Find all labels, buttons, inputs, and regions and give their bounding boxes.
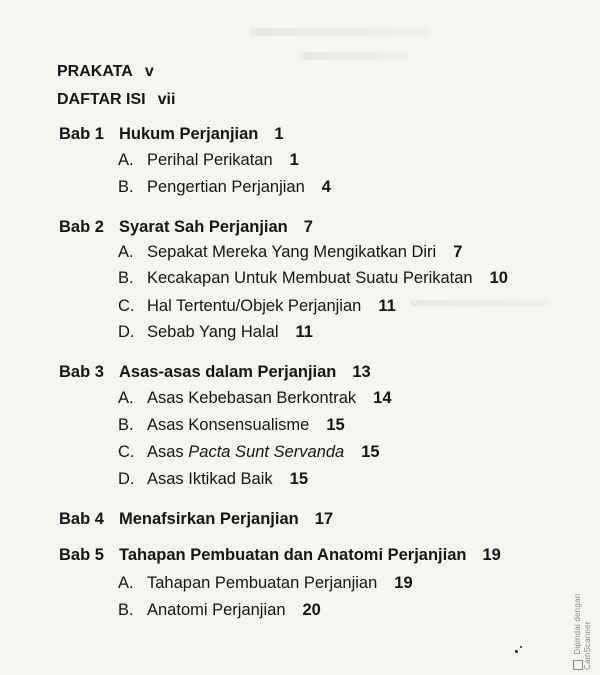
section-page: 15 (361, 443, 380, 461)
section-letter: D. (118, 470, 135, 488)
section-page: 20 (302, 601, 321, 619)
scan-speck (520, 646, 522, 648)
chapter-title: Hukum Perjanjian (119, 125, 259, 143)
chapter-number: Bab 2 (59, 218, 104, 236)
section-title: Asas Iktikad Baik (147, 470, 273, 488)
section-letter: B. (118, 601, 134, 619)
toc-entry-daftar-isi (57, 91, 175, 109)
chapter-5 (59, 546, 501, 565)
section-title: Sepakat Mereka Yang Mengikatkan Diri (147, 243, 437, 261)
section-page: 19 (394, 574, 413, 592)
section-title: Pengertian Perjanjian (147, 178, 305, 196)
chapter-title: Menafsirkan Perjanjian (119, 510, 299, 528)
section-letter: A. (118, 151, 134, 169)
section-letter: B. (118, 269, 134, 287)
section-page: 15 (289, 470, 308, 488)
entry-title: DAFTAR ISI (57, 91, 146, 108)
section-title: Asas Kebebasan Berkontrak (147, 389, 357, 407)
entry-page: vii (157, 91, 176, 108)
watermark-text: Dipindai dengan CamScanner (573, 593, 592, 670)
section-2b (118, 269, 508, 288)
section-title: Perihal Perikatan (147, 151, 273, 169)
section-page: 7 (453, 243, 463, 261)
chapter-page: 17 (314, 510, 334, 528)
section-2a (118, 243, 462, 262)
section-5a (118, 574, 413, 593)
scan-shadow (410, 300, 550, 306)
section-title: Asas Konsensualisme (147, 416, 310, 434)
section-page: 11 (378, 297, 396, 315)
scan-speck (515, 650, 518, 653)
section-title-italic: Pacta Sunt Servanda (188, 443, 345, 461)
camscanner-logo-icon (573, 660, 583, 670)
chapter-title: Syarat Sah Perjanjian (119, 218, 288, 236)
section-letter: A. (118, 243, 134, 261)
section-title-prefix: Asas (147, 443, 184, 461)
section-letter: C. (118, 297, 135, 315)
chapter-3 (59, 363, 371, 382)
chapter-2 (59, 218, 313, 237)
section-3d (118, 470, 308, 489)
section-3b (118, 416, 345, 435)
chapter-number: Bab 1 (59, 125, 104, 143)
chapter-1 (59, 125, 284, 144)
entry-page: v (144, 63, 154, 80)
section-3a (118, 389, 392, 408)
chapter-title: Tahapan Pembuatan dan Anatomi Perjanjian (119, 546, 467, 564)
section-letter: C. (118, 443, 135, 461)
section-page: 4 (321, 178, 331, 196)
section-title: Sebab Yang Halal (147, 323, 279, 341)
camscanner-watermark (573, 550, 597, 670)
scan-shadow (250, 28, 430, 36)
scan-shadow (300, 52, 410, 60)
chapter-page: 19 (482, 546, 501, 564)
section-2d (118, 323, 313, 342)
section-page: 14 (373, 389, 392, 407)
chapter-page: 13 (352, 363, 371, 381)
section-letter: B. (118, 178, 134, 196)
chapter-number: Bab 5 (59, 546, 104, 564)
section-title: Kecakapan Untuk Membuat Suatu Perikatan (147, 269, 473, 287)
section-page: 11 (295, 323, 313, 341)
chapter-title: Asas-asas dalam Perjanjian (119, 363, 337, 381)
chapter-page: 1 (274, 125, 284, 143)
section-1b (118, 178, 331, 197)
section-page: 15 (326, 416, 345, 434)
entry-title: PRAKATA (57, 63, 133, 80)
section-3c (118, 443, 380, 462)
chapter-number: Bab 3 (59, 363, 104, 381)
section-letter: A. (118, 389, 134, 407)
section-page: 1 (289, 151, 299, 169)
chapter-4 (59, 510, 333, 529)
section-letter: B. (118, 416, 134, 434)
section-title: Tahapan Pembuatan Perjanjian (147, 574, 378, 592)
section-5b (118, 601, 321, 620)
toc-entry-prakata (57, 63, 154, 81)
section-title: Hal Tertentu/Objek Perjanjian (147, 297, 362, 315)
section-page: 10 (489, 269, 508, 287)
section-title: Anatomi Perjanjian (147, 601, 286, 619)
section-1a (118, 151, 299, 170)
section-letter: D. (118, 323, 135, 341)
section-letter: A. (118, 574, 134, 592)
section-2c (118, 297, 396, 316)
chapter-number: Bab 4 (59, 510, 104, 528)
chapter-page: 7 (303, 218, 313, 236)
